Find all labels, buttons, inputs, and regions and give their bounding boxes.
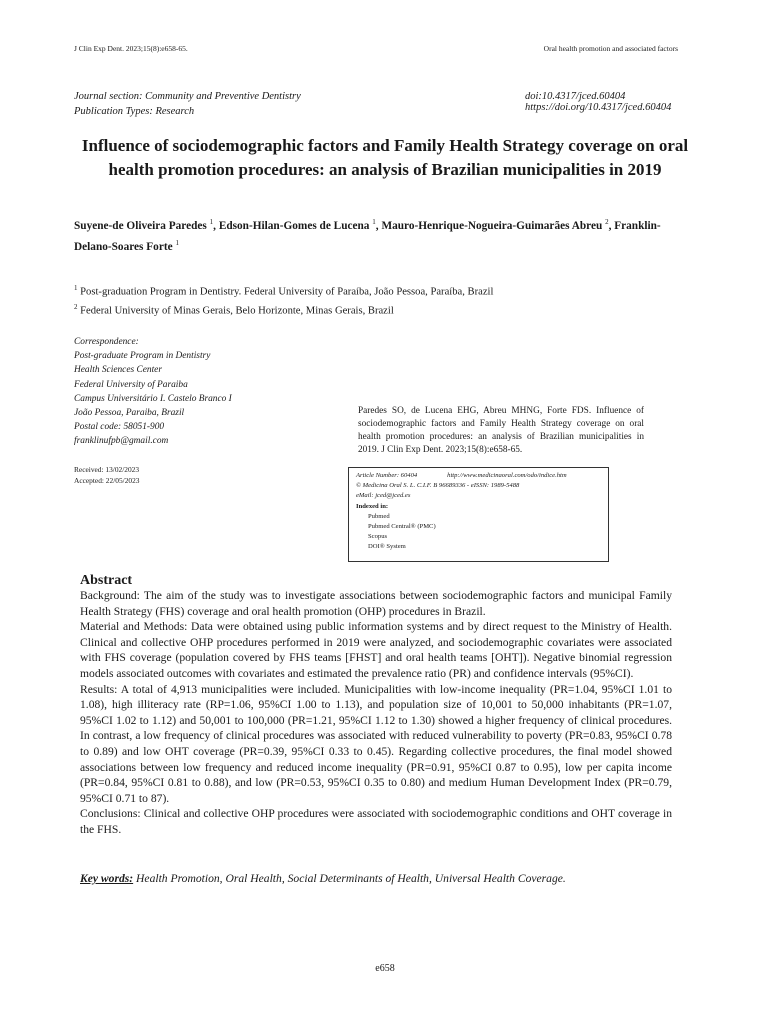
- affiliation-item: $^1$ Post-graduation Program in Dentistry. Federal University of Paraíba, João Pessoa, Paraíba, Brazil: [74, 284, 494, 298]
- publication-type: Publication Types: Research: [74, 106, 195, 117]
- running-header-right: Oral health promotion and associated factors: [543, 44, 678, 53]
- affiliation-item: $^2$ Federal University of Minas Gerais, Belo Horizonte, Minas Gerais, Brazil: [74, 303, 394, 317]
- author-affiliation-mark: 2: [605, 218, 609, 226]
- journal-email[interactable]: eMail: jced@jced.es: [356, 492, 411, 500]
- correspondence-line: Post-graduate Program in Dentistry: [74, 351, 211, 362]
- author-list: Suyene-de Oliveira Paredes $^1$, Edson-Hilan-Gomes de Lucena $^1$, Mauro-Henrique-Nogueira-Guimarães Abreu $^2$, Franklin-Delano-Soares Forte $^1$: [74, 218, 661, 253]
- correspondence-line: Postal code: 58051-900: [74, 422, 165, 433]
- author-affiliation-mark: 1: [175, 238, 179, 247]
- author-name: Suyene-de Oliveira Paredes: [74, 219, 207, 232]
- keywords: [80, 872, 566, 885]
- indexed-label: Indexed in:: [356, 502, 389, 510]
- keywords-text: Health Promotion, Oral Health, Social Determinants of Health, Universal Health Coverage.: [136, 872, 566, 885]
- correspondence-line: João Pessoa, Paraiba, Brazil: [74, 408, 185, 419]
- correspondence-heading: Correspondence:: [74, 337, 139, 347]
- author-name: Mauro-Henrique-Nogueira-Guimarães Abreu: [381, 219, 603, 232]
- keywords-label: Key words:: [80, 872, 134, 885]
- index-item: Pubmed: [368, 512, 390, 520]
- index-item: Scopus: [368, 533, 388, 541]
- index-item: Pubmed Central® (PMC): [368, 523, 436, 531]
- abstract-heading: Abstract: [80, 573, 133, 588]
- author-name: Edson-Hilan-Gomes de Lucena: [218, 219, 370, 232]
- accepted-date: Accepted: 22/05/2023: [74, 476, 140, 485]
- correspondence-line: Federal University of Paraiba: [74, 379, 188, 390]
- abstract-paragraph: Conclusions: Clinical and collective OHP procedures were associated with sociodemographic conditions and OHT coverage in the FHS.: [80, 807, 672, 836]
- copyright-line: © Medicina Oral S. L. C.I.F. B 96689336 - eISSN: 1989-5488: [356, 482, 520, 490]
- paper-title: Influence of sociodemographic factors and Family Health Strategy coverage on oral health promotion procedures: an analysis of Brazilian municipalities in 2019: [81, 136, 689, 179]
- page-number: e658: [375, 963, 395, 974]
- correspondence-block: [74, 335, 232, 449]
- correspondence-line: Campus Universitário I. Castelo Branco I: [74, 393, 232, 404]
- journal-url[interactable]: http://www.medicinaoral.com/odo/indice.htm: [447, 472, 567, 479]
- article-info-box: [348, 467, 609, 562]
- author-affiliation-mark: 1: [209, 218, 214, 226]
- abstract-paragraph: Background: The aim of the study was to investigate associations between sociodemographic factors and municipal Family Health Strategy (FHS) coverage and oral health promotion (OHP) procedures in Brazil.: [80, 589, 672, 618]
- author-affiliation-mark: 1: [372, 218, 376, 226]
- doi: doi:10.4317/jced.60404: [525, 91, 626, 102]
- author-name: Franklin-Delano-Soares Forte: [74, 219, 661, 253]
- abstract-paragraph: Results: A total of 4,913 municipalities were included. Municipalities with low-income inequality (PR=1.04, 95%CI 1.01 to 1.08), high illiteracy rate (RP=1.06, 95%CI 1.00 to 1.13), and population size of 10,001 to 50,000 inhabitants (PR=1.07, 95%CI 1.02 to 1.12) and 50,001 to 100,000 (PR=1.21, 95%CI 1.12 to 1.30) showed a higher frequency of clinical procedures. In contrast, a low frequency of clinical procedures was associated with reduced vulnerability to poverty (PR=0.83, 95%CI 0.78 to 0.89) and low OHT coverage (PR=0.39, 95%CI 0.33 to 0.45). Regarding collective procedures, the final model showed associations between low frequency and reduced income inequality (PR=0.91, 95%CI 0.87 to 0.95), low per capita income (PR=0.84, 95%CI 0.81 to 0.88), and low (PR=0.53, 95%CI 0.35 to 0.80) and medium Human Development Index (PR=0.79, 95%CI 0.71 to 87).: [80, 682, 672, 805]
- citation-text: Paredes SO, de Lucena EHG, Abreu MHNG, Forte FDS. Influence of sociodemographic factors and Family Health Strategy coverage on oral health promotion procedures: an analysis of Brazilian municipalities in 2019. J Clin Exp Dent. 2023;15(8):e658-65.: [358, 406, 644, 455]
- doi-link[interactable]: https://doi.org/10.4317/jced.60404: [525, 102, 672, 113]
- affiliation-list: [74, 281, 493, 319]
- correspondence-line: Health Sciences Center: [74, 365, 162, 376]
- article-dates: [74, 464, 139, 486]
- info-line: [356, 471, 608, 481]
- abstract-paragraph: Material and Methods: Data were obtained using public information systems and by direct request to the Ministry of Health. Clinical and collective OHP procedures performed in 2019 were analyzed, and sociodemographic covariates were associated with FHS coverage (population covered by FHS teams [FHST] and oral health teams [OHT]). Negative binomial regression models associated outcomes with covariates and estimated the prevalence ratio (PR) and confidence intervals (95%CI).: [80, 620, 672, 680]
- article-number: Article Number: 60404: [356, 472, 418, 479]
- journal-section: Journal section: Community and Preventive Dentistry: [74, 91, 301, 102]
- abstract-body: [80, 588, 672, 838]
- received-date: Received: 13/02/2023: [74, 465, 140, 474]
- running-header-left: J Clin Exp Dent. 2023;15(8):e658-65.: [74, 44, 188, 53]
- correspondence-email[interactable]: franklinufpb@gmail.com: [74, 436, 169, 447]
- index-item: DOI® System: [368, 543, 406, 551]
